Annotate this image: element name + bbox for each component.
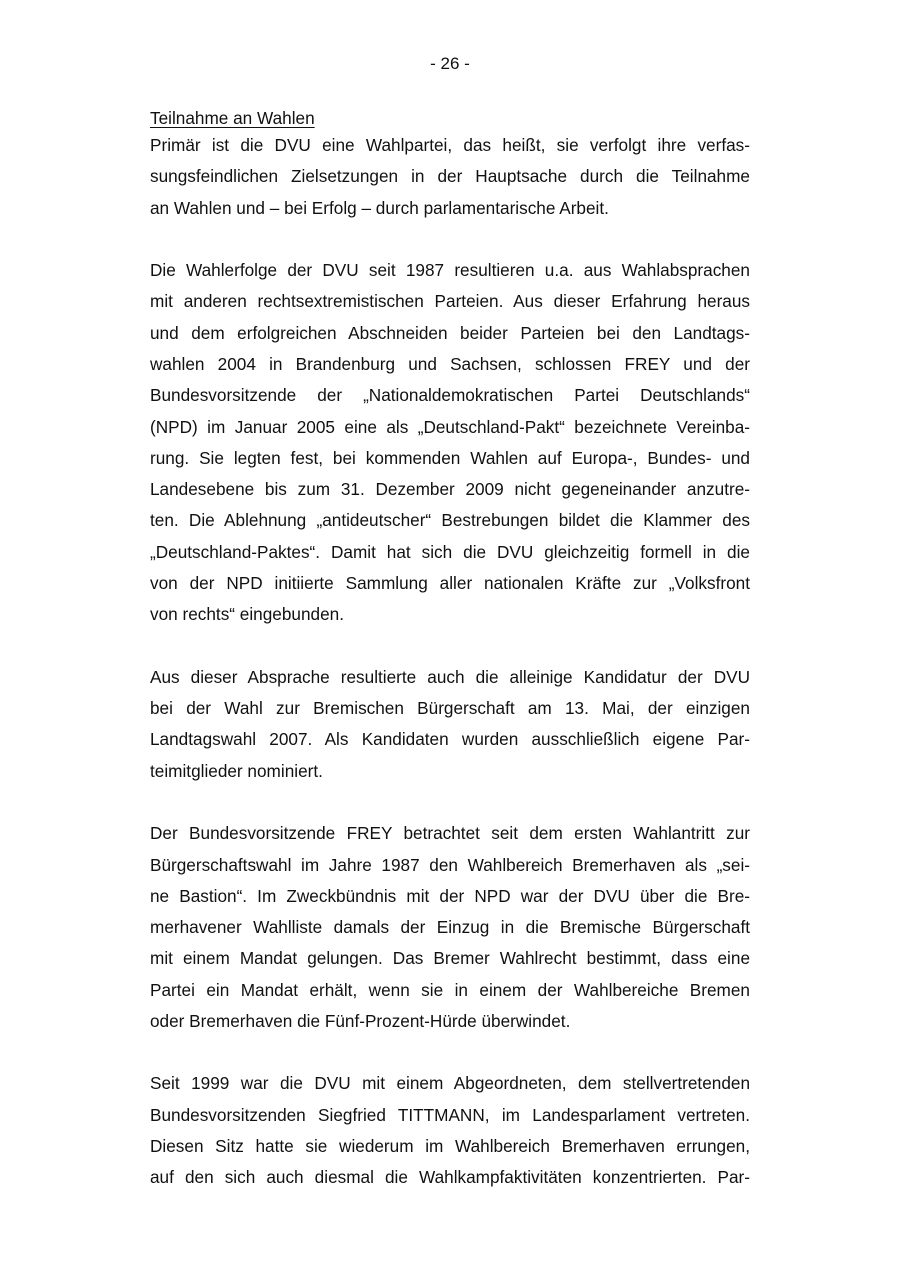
text-line: an Wahlen und – bei Erfolg – durch parlamentarische Arbeit. <box>150 197 609 218</box>
text-line: Bürgerschaftswahl im Jahre 1987 den Wahlbereich Bremerhaven als „sei- <box>150 854 750 875</box>
text-line: bei der Wahl zur Bremischen Bürgerschaft am 13. Mai, der einzigen <box>150 698 750 719</box>
text-line: Bundesvorsitzende der „Nationaldemokratischen Partei Deutschlands“ <box>150 385 750 406</box>
paragraph-container <box>150 130 750 1194</box>
body-paragraph <box>150 255 750 631</box>
text-line: Bundesvorsitzenden Siegfried TITTMANN, im Landesparlament vertreten. <box>150 1104 750 1125</box>
paragraph-spacer <box>150 787 750 818</box>
text-line: und dem erfolgreichen Abschneiden beider Parteien bei den Landtags- <box>150 322 750 343</box>
paragraph-spacer <box>150 631 750 662</box>
paragraph-spacer <box>150 224 750 255</box>
text-line: rung. Sie legten fest, bei kommenden Wahlen auf Europa-, Bundes- und <box>150 447 750 468</box>
section-heading: Teilnahme an Wahlen <box>150 108 315 128</box>
body-paragraph <box>150 1068 750 1193</box>
page-number: - 26 - <box>430 54 470 73</box>
paragraph-spacer <box>150 1037 750 1068</box>
body-paragraph <box>150 130 750 224</box>
text-line: von der NPD initiierte Sammlung aller nationalen Kräfte zur „Volksfront <box>150 573 750 594</box>
text-line: oder Bremerhaven die Fünf-Prozent-Hürde überwindet. <box>150 1010 571 1031</box>
text-line: auf den sich auch diesmal die Wahlkampfaktivitäten konzentrierten. Par- <box>150 1167 750 1188</box>
text-line: von rechts“ eingebunden. <box>150 604 344 625</box>
text-line: merhavener Wahlliste damals der Einzug in die Bremische Bürgerschaft <box>150 917 750 938</box>
text-line: mit einem Mandat gelungen. Das Bremer Wahlrecht bestimmt, dass eine <box>150 948 750 969</box>
body-paragraph <box>150 818 750 1037</box>
text-line: (NPD) im Januar 2005 eine als „Deutschland-Pakt“ bezeichnete Vereinba- <box>150 416 750 437</box>
text-line: ten. Die Ablehnung „antideutscher“ Bestrebungen bildet die Klammer des <box>150 510 750 531</box>
text-line: Aus dieser Absprache resultierte auch die alleinige Kandidatur der DVU <box>150 666 750 687</box>
text-line: „Deutschland-Paktes“. Damit hat sich die DVU gleichzeitig formell in die <box>150 541 750 562</box>
text-line: Landtagswahl 2007. Als Kandidaten wurden ausschließlich eigene Par- <box>150 729 750 750</box>
text-line: Partei ein Mandat erhält, wenn sie in einem der Wahlbereiche Bremen <box>150 979 750 1000</box>
text-line: Primär ist die DVU eine Wahlpartei, das heißt, sie verfolgt ihre verfas- <box>150 135 750 155</box>
text-line: Seit 1999 war die DVU mit einem Abgeordneten, dem stellvertretenden <box>150 1073 750 1094</box>
text-line: ne Bastion“. Im Zweckbündnis mit der NPD war der DVU über die Bre- <box>150 885 750 906</box>
text-line: Diesen Sitz hatte sie wiederum im Wahlbereich Bremerhaven errungen, <box>150 1136 750 1157</box>
text-line: sungsfeindlichen Zielsetzungen in der Hauptsache durch die Teilnahme <box>150 166 750 187</box>
document-body <box>150 106 750 1194</box>
text-line: mit anderen rechtsextremistischen Parteien. Aus dieser Erfahrung heraus <box>150 291 750 312</box>
text-line: wahlen 2004 in Brandenburg und Sachsen, schlossen FREY und der <box>150 353 750 374</box>
text-line: Landesebene bis zum 31. Dezember 2009 nicht gegeneinander anzutre- <box>150 479 750 500</box>
text-line: Der Bundesvorsitzende FREY betrachtet seit dem ersten Wahlantritt zur <box>150 823 750 844</box>
text-line: Die Wahlerfolge der DVU seit 1987 resultieren u.a. aus Wahlabsprachen <box>150 260 750 281</box>
body-paragraph <box>150 662 750 787</box>
text-line: teimitglieder nominiert. <box>150 760 323 781</box>
